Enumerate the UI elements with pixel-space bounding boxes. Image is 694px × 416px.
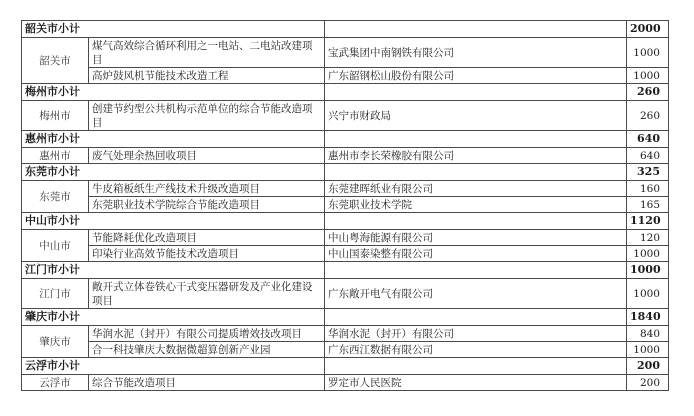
subtotal-row-zhongshan <box>22 213 669 230</box>
project-cell: 合一科技肇庆大数据微超算创新产业园 <box>89 342 325 358</box>
funding-table <box>21 20 669 391</box>
subtotal-row-jiangmen <box>22 262 669 279</box>
project-cell: 敞开式立体卷铁心干式变压器研发及产业化建设项目 <box>89 279 325 309</box>
subtotal-label: 东莞市小计 <box>22 164 325 181</box>
city-cell: 云浮市 <box>22 375 89 391</box>
amount-cell: 165 <box>627 197 669 213</box>
project-cell: 节能降耗优化改造项目 <box>89 230 325 246</box>
table-row <box>22 246 669 262</box>
subtotal-value: 1120 <box>627 213 669 230</box>
subtotal-blank <box>325 84 627 101</box>
project-cell: 牛皮箱板纸生产线技术升级改造项目 <box>89 181 325 197</box>
subtotal-label: 梅州市小计 <box>22 84 325 101</box>
amount-cell: 640 <box>627 148 669 164</box>
subtotal-value: 325 <box>627 164 669 181</box>
subtotal-value: 1000 <box>627 262 669 279</box>
unit-cell: 中山粤海能源有限公司 <box>325 230 627 246</box>
subtotal-label: 惠州市小计 <box>22 131 325 148</box>
project-cell: 华润水泥（封开）有限公司提质增效技改项目 <box>89 326 325 342</box>
subtotal-blank <box>325 131 627 148</box>
city-cell: 江门市 <box>22 279 89 309</box>
unit-cell: 惠州市李长荣橡胶有限公司 <box>325 148 627 164</box>
table-row <box>22 148 669 164</box>
table-row <box>22 230 669 246</box>
subtotal-blank <box>325 21 627 38</box>
project-cell: 废气处理余热回收项目 <box>89 148 325 164</box>
unit-cell: 罗定市人民医院 <box>325 375 627 391</box>
amount-cell: 200 <box>627 375 669 391</box>
table-row <box>22 326 669 342</box>
amount-cell: 1000 <box>627 38 669 68</box>
unit-cell: 华润水泥（封开）有限公司 <box>325 326 627 342</box>
amount-cell: 1000 <box>627 279 669 309</box>
table-row <box>22 197 669 213</box>
subtotal-blank <box>325 262 627 279</box>
subtotal-row-shaoguan <box>22 21 669 38</box>
subtotal-label: 韶关市小计 <box>22 21 325 38</box>
subtotal-value: 200 <box>627 358 669 375</box>
table-row <box>22 375 669 391</box>
unit-cell: 宝武集团中南钢铁有限公司 <box>325 38 627 68</box>
subtotal-label: 肇庆市小计 <box>22 309 325 326</box>
project-cell: 煤气高效综合循环利用之一电站、二电站改建项目 <box>89 38 325 68</box>
city-cell: 韶关市 <box>22 38 89 84</box>
project-cell: 东莞职业技术学院综合节能改造项目 <box>89 197 325 213</box>
subtotal-blank <box>325 309 627 326</box>
amount-cell: 120 <box>627 230 669 246</box>
city-cell: 梅州市 <box>22 101 89 131</box>
subtotal-row-dongguan <box>22 164 669 181</box>
table-row <box>22 68 669 84</box>
city-cell: 中山市 <box>22 230 89 262</box>
subtotal-row-zhaoqing <box>22 309 669 326</box>
subtotal-label: 中山市小计 <box>22 213 325 230</box>
unit-cell: 广东韶钢松山股份有限公司 <box>325 68 627 84</box>
subtotal-value: 2000 <box>627 21 669 38</box>
subtotal-row-yunfu <box>22 358 669 375</box>
city-cell: 东莞市 <box>22 181 89 213</box>
subtotal-value: 640 <box>627 131 669 148</box>
unit-cell: 广东敞开电气有限公司 <box>325 279 627 309</box>
unit-cell: 兴宁市财政局 <box>325 101 627 131</box>
subtotal-blank <box>325 358 627 375</box>
amount-cell: 1000 <box>627 68 669 84</box>
subtotal-label: 云浮市小计 <box>22 358 325 375</box>
unit-cell: 广东西江数据有限公司 <box>325 342 627 358</box>
subtotal-row-meizhou <box>22 84 669 101</box>
project-cell: 综合节能改造项目 <box>89 375 325 391</box>
table-row <box>22 279 669 309</box>
table-row <box>22 38 669 68</box>
table-row <box>22 181 669 197</box>
project-cell: 高炉鼓风机节能技术改造工程 <box>89 68 325 84</box>
table-row <box>22 342 669 358</box>
amount-cell: 160 <box>627 181 669 197</box>
subtotal-row-huizhou <box>22 131 669 148</box>
document-page <box>21 20 669 391</box>
table-row <box>22 101 669 131</box>
amount-cell: 1000 <box>627 342 669 358</box>
amount-cell: 1000 <box>627 246 669 262</box>
subtotal-blank <box>325 213 627 230</box>
subtotal-blank <box>325 164 627 181</box>
project-cell: 创建节约型公共机构示范单位的综合节能改造项目 <box>89 101 325 131</box>
project-cell: 印染行业高效节能技术改造项目 <box>89 246 325 262</box>
amount-cell: 260 <box>627 101 669 131</box>
subtotal-value: 1840 <box>627 309 669 326</box>
subtotal-value: 260 <box>627 84 669 101</box>
city-cell: 肇庆市 <box>22 326 89 358</box>
unit-cell: 东莞职业技术学院 <box>325 197 627 213</box>
unit-cell: 中山国泰染整有限公司 <box>325 246 627 262</box>
unit-cell: 东莞建晖纸业有限公司 <box>325 181 627 197</box>
city-cell: 惠州市 <box>22 148 89 164</box>
amount-cell: 840 <box>627 326 669 342</box>
subtotal-label: 江门市小计 <box>22 262 325 279</box>
